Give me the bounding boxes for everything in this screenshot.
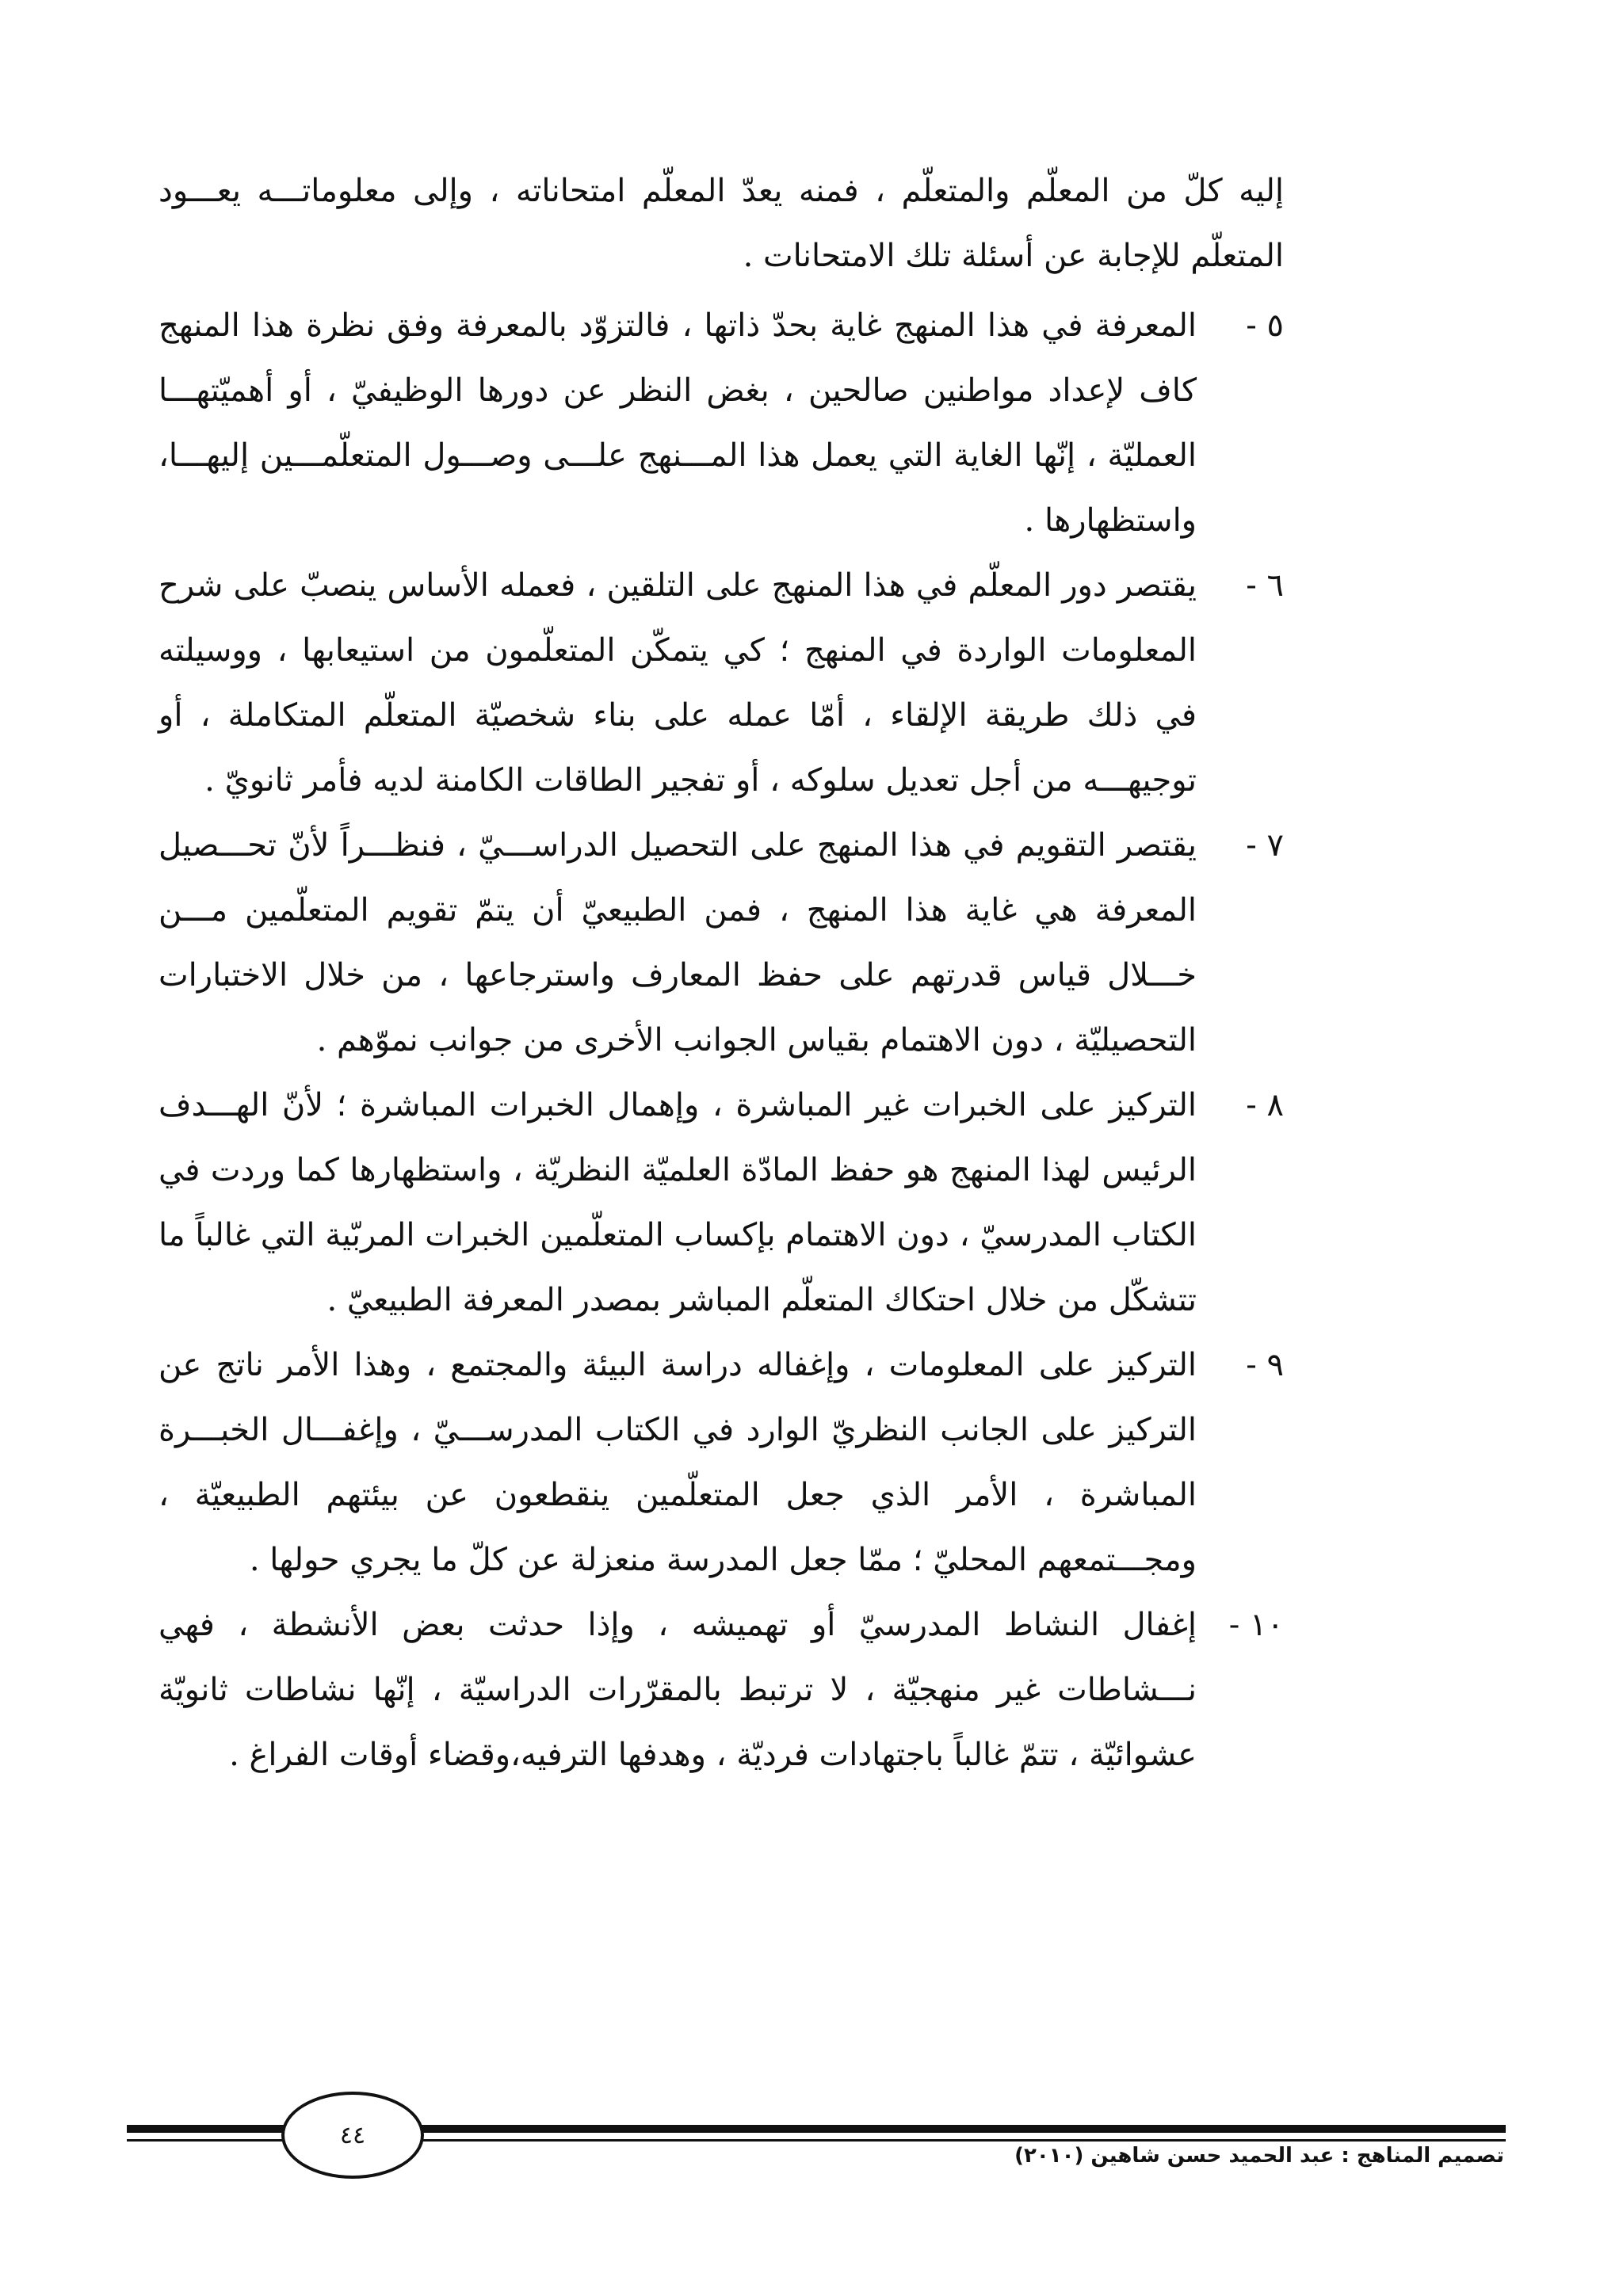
list-item-number: ١٠ -: [1228, 1607, 1284, 1643]
list-item-text: المعرفة في هذا المنهج غاية بحدّ ذاتها ، فالتزوّد بالمعرفة وفق نظرة هذا المنهج كاف لإعداد مواطنين صالحين ، بغض النظر عن دورها الوظيفيّ ، أو أهميّتهـــا العمليّة ، إنّها الغاية التي يعمل هذا المـــنهج علـــى وصـــول المتعلّمـــين إليهـــا، واستظهارها .: [158, 307, 1197, 539]
list-item-number: ٥ -: [1246, 307, 1284, 344]
list-item-6: [158, 553, 1284, 813]
list-item-number: ٨ -: [1246, 1087, 1284, 1123]
list-item-9: [158, 1333, 1284, 1592]
list-item-text: إغفال النشاط المدرسيّ أو تهميشه ، وإذا حدثت بعض الأنشطة ، فهي نـــشاطات غير منهجيّة ، لا ترتبط بالمقرّرات الدراسيّة ، إنّها نشاطات ثانويّة عشوائيّة ، تتمّ غالباً باجتهادات فرديّة ، وهدفها الترفيه،وقضاء أوقات الفراغ .: [158, 1607, 1197, 1773]
page-number: ٤٤: [339, 2121, 366, 2149]
list-item-10: [158, 1592, 1284, 1787]
list-item-text: التركيز على المعلومات ، وإغفاله دراسة البيئة والمجتمع ، وهذا الأمر ناتج عن التركيز على الجانب النظريّ الوارد في الكتاب المدرســـيّ ، وإغفـــال الخبـــرة المباشرة ، الأمر الذي جعل المتعلّمين ينقطعون عن بيئتهم الطبيعيّة ، ومجـــتمعهم المحليّ ؛ ممّا جعل المدرسة منعزلة عن كلّ ما يجري حولها .: [158, 1347, 1197, 1578]
continued-paragraph: إليه كلّ من المعلّم والمتعلّم ، فمنه يعدّ المعلّم امتحاناته ، وإلى معلوماتـــه يعـــود المتعلّم للإجابة عن أسئلة تلك الامتحانات .: [158, 173, 1284, 274]
footer-credit: تصميم المناهج : عبد الحميد حسن شاهين (٢٠١٠): [1014, 2144, 1504, 2168]
list-item-number: ٧ -: [1246, 827, 1284, 864]
list-item-8: [158, 1073, 1284, 1333]
list-item-text: التركيز على الخبرات غير المباشرة ، وإهمال الخبرات المباشرة ؛ لأنّ الهـــدف الرئيس لهذا المنهج هو حفظ المادّة العلميّة النظريّة ، واستظهارها كما وردت في الكتاب المدرسيّ ، دون الاهتمام بإكساب المتعلّمين الخبرات المربّية التي غالباً ما تتشكّل من خلال احتكاك المتعلّم المباشر بمصدر المعرفة الطبيعيّ .: [158, 1087, 1197, 1318]
list-item-7: [158, 813, 1284, 1073]
list-item-5: [158, 293, 1284, 553]
page-body: [158, 158, 1284, 1787]
list-item-number: ٩ -: [1246, 1347, 1284, 1383]
list-item-text: يقتصر التقويم في هذا المنهج على التحصيل الدراســـيّ ، فنظـــراً لأنّ تحـــصيل المعرفة هي غاية هذا المنهج ، فمن الطبيعيّ أن يتمّ تقويم المتعلّمين مـــن خـــلال قياس قدرتهم على حفظ المعارف واسترجاعها ، من خلال الاختبارات التحصيليّة ، دون الاهتمام بقياس الجوانب الأخرى من جوانب نموّهم .: [158, 827, 1197, 1058]
list-item-text: يقتصر دور المعلّم في هذا المنهج على التلقين ، فعمله الأساس ينصبّ على شرح المعلومات الواردة في المنهج ؛ كي يتمكّن المتعلّمون من استيعابها ، ووسيلته في ذلك طريقة الإلقاء ، أمّا عمله على بناء شخصيّة المتعلّم المتكاملة ، أو توجيهـــه من أجل تعديل سلوكه ، أو تفجير الطاقات الكامنة لديه فأمر ثانويّ .: [158, 567, 1197, 799]
page-number-oval: [281, 2092, 424, 2179]
list-item-number: ٦ -: [1246, 567, 1284, 604]
